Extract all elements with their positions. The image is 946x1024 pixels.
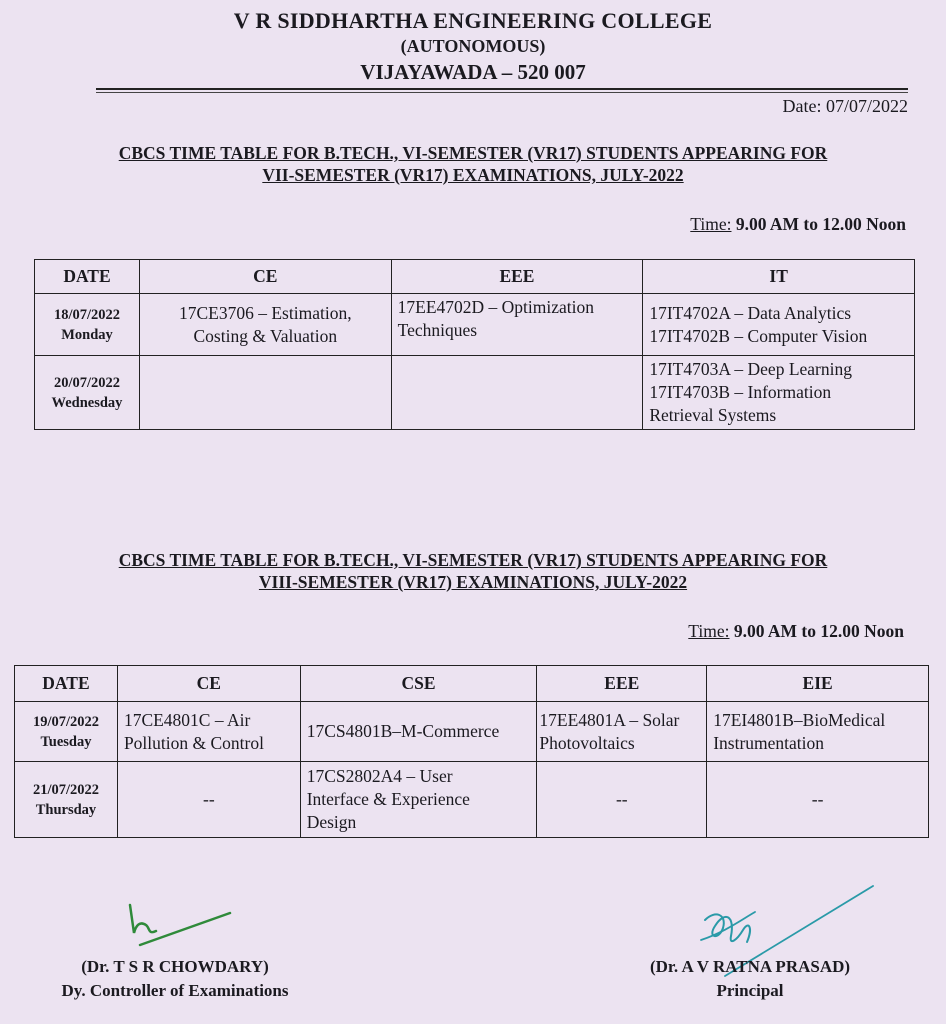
college-name: V R SIDDHARTHA ENGINEERING COLLEGE <box>233 8 713 33</box>
subject-line: Interface & Experience <box>306 789 470 809</box>
exam-day: Tuesday <box>40 733 92 750</box>
time-label: Time: <box>690 214 732 234</box>
subject-line: -- <box>615 789 628 809</box>
exam-date: 20/07/2022 <box>53 374 120 391</box>
subject-line: 17CS2802A4 – User <box>306 766 453 786</box>
timetable-vii-semester <box>34 259 915 430</box>
subject-line: -- <box>811 789 824 809</box>
section2-time <box>688 621 904 642</box>
signatory-right <box>600 955 900 1003</box>
section2-title <box>0 549 946 593</box>
autonomous-label: (AUTONOMOUS) <box>400 36 546 56</box>
exam-date: 18/07/2022 <box>53 306 120 323</box>
document-date: Date: 07/07/2022 <box>782 96 908 116</box>
exam-date: 21/07/2022 <box>32 781 99 798</box>
date-cell <box>15 762 118 838</box>
subject-line: 17IT4702A – Data Analytics <box>649 302 852 323</box>
section1-title <box>0 142 946 186</box>
it-cell <box>643 356 915 430</box>
cse-cell <box>300 762 537 838</box>
timetable-viii-semester <box>14 665 929 838</box>
header-cell: CE <box>139 260 391 294</box>
header-rule-thin <box>96 92 908 93</box>
signatory-name: (Dr. T S R CHOWDARY) <box>81 957 269 976</box>
table-row <box>35 356 915 430</box>
eee-cell <box>537 702 707 762</box>
header-cell: IT <box>643 260 915 294</box>
table-row <box>15 702 929 762</box>
header-cell: CE <box>117 666 300 702</box>
signatory-title: Dy. Controller of Examinations <box>61 981 289 1000</box>
table-header-row <box>15 666 929 702</box>
cse-cell <box>300 702 537 762</box>
signatory-left <box>20 955 330 1003</box>
subject-line: Techniques <box>397 320 478 340</box>
subject-line: 17IT4702B – Computer Vision <box>649 325 868 346</box>
section2-title-line1: CBCS TIME TABLE FOR B.TECH., VI-SEMESTER (VR17) STUDENTS APPEARING FOR <box>118 550 828 570</box>
header-cell: EEE <box>391 260 643 294</box>
eie-cell <box>707 702 929 762</box>
subject-line: Photovoltaics <box>539 732 635 753</box>
subject-line: Costing & Valuation <box>193 325 338 346</box>
time-value: 9.00 AM to 12.00 Noon <box>733 621 904 641</box>
date-cell <box>35 356 140 430</box>
header-cell: DATE <box>15 666 118 702</box>
date-cell <box>35 294 140 356</box>
eee-cell <box>391 294 643 356</box>
section2-title-line2: VIII-SEMESTER (VR17) EXAMINATIONS, JULY-2022 <box>258 572 688 592</box>
subject-line: 17CS4801B–M-Commerce <box>306 721 500 741</box>
header-rule <box>96 88 908 90</box>
time-label: Time: <box>688 621 730 641</box>
subject-line: 17EI4801B–BioMedical <box>713 709 886 730</box>
section1-time <box>690 214 906 235</box>
subject-line: Pollution & Control <box>123 732 264 753</box>
date-cell <box>15 702 118 762</box>
subject-line: 17EE4702D – Optimization <box>397 297 594 317</box>
exam-day: Wednesday <box>51 394 123 411</box>
header-cell: EIE <box>707 666 929 702</box>
subject-line: Retrieval Systems <box>649 405 777 425</box>
signatory-title: Principal <box>716 981 784 1000</box>
section1-title-line2: VII-SEMESTER (VR17) EXAMINATIONS, JULY-2022 <box>262 165 684 185</box>
section1-title-line1: CBCS TIME TABLE FOR B.TECH., VI-SEMESTER (VR17) STUDENTS APPEARING FOR <box>118 143 828 163</box>
subject-line: -- <box>203 789 215 809</box>
time-value: 9.00 AM to 12.00 Noon <box>735 214 906 234</box>
table-row <box>35 294 915 356</box>
eie-cell <box>707 762 929 838</box>
ce-cell <box>117 702 300 762</box>
subject-line: 17IT4703A – Deep Learning <box>649 359 852 379</box>
table-header-row <box>35 260 915 294</box>
college-address: VIJAYAWADA – 520 007 <box>360 60 586 84</box>
signature-left <box>110 895 240 955</box>
header-cell: CSE <box>300 666 537 702</box>
eee-cell <box>391 356 643 430</box>
header-cell: DATE <box>35 260 140 294</box>
signatory-name: (Dr. A V RATNA PRASAD) <box>649 957 851 976</box>
exam-day: Thursday <box>35 801 97 818</box>
header-cell: EEE <box>537 666 707 702</box>
subject-line: 17EE4801A – Solar <box>539 709 680 730</box>
subject-line: 17CE3706 – Estimation, <box>179 302 352 323</box>
ce-cell <box>139 356 391 430</box>
eee-cell <box>537 762 707 838</box>
subject-line: 17CE4801C – Air <box>123 709 251 730</box>
exam-day: Monday <box>61 326 113 343</box>
subject-line: 17IT4703B – Information <box>649 382 832 402</box>
it-cell <box>643 294 915 356</box>
ce-cell <box>117 762 300 838</box>
table-row <box>15 762 929 838</box>
subject-line: Design <box>306 812 357 832</box>
ce-cell <box>139 294 391 356</box>
subject-line: Instrumentation <box>713 732 825 753</box>
exam-date: 19/07/2022 <box>32 713 99 730</box>
